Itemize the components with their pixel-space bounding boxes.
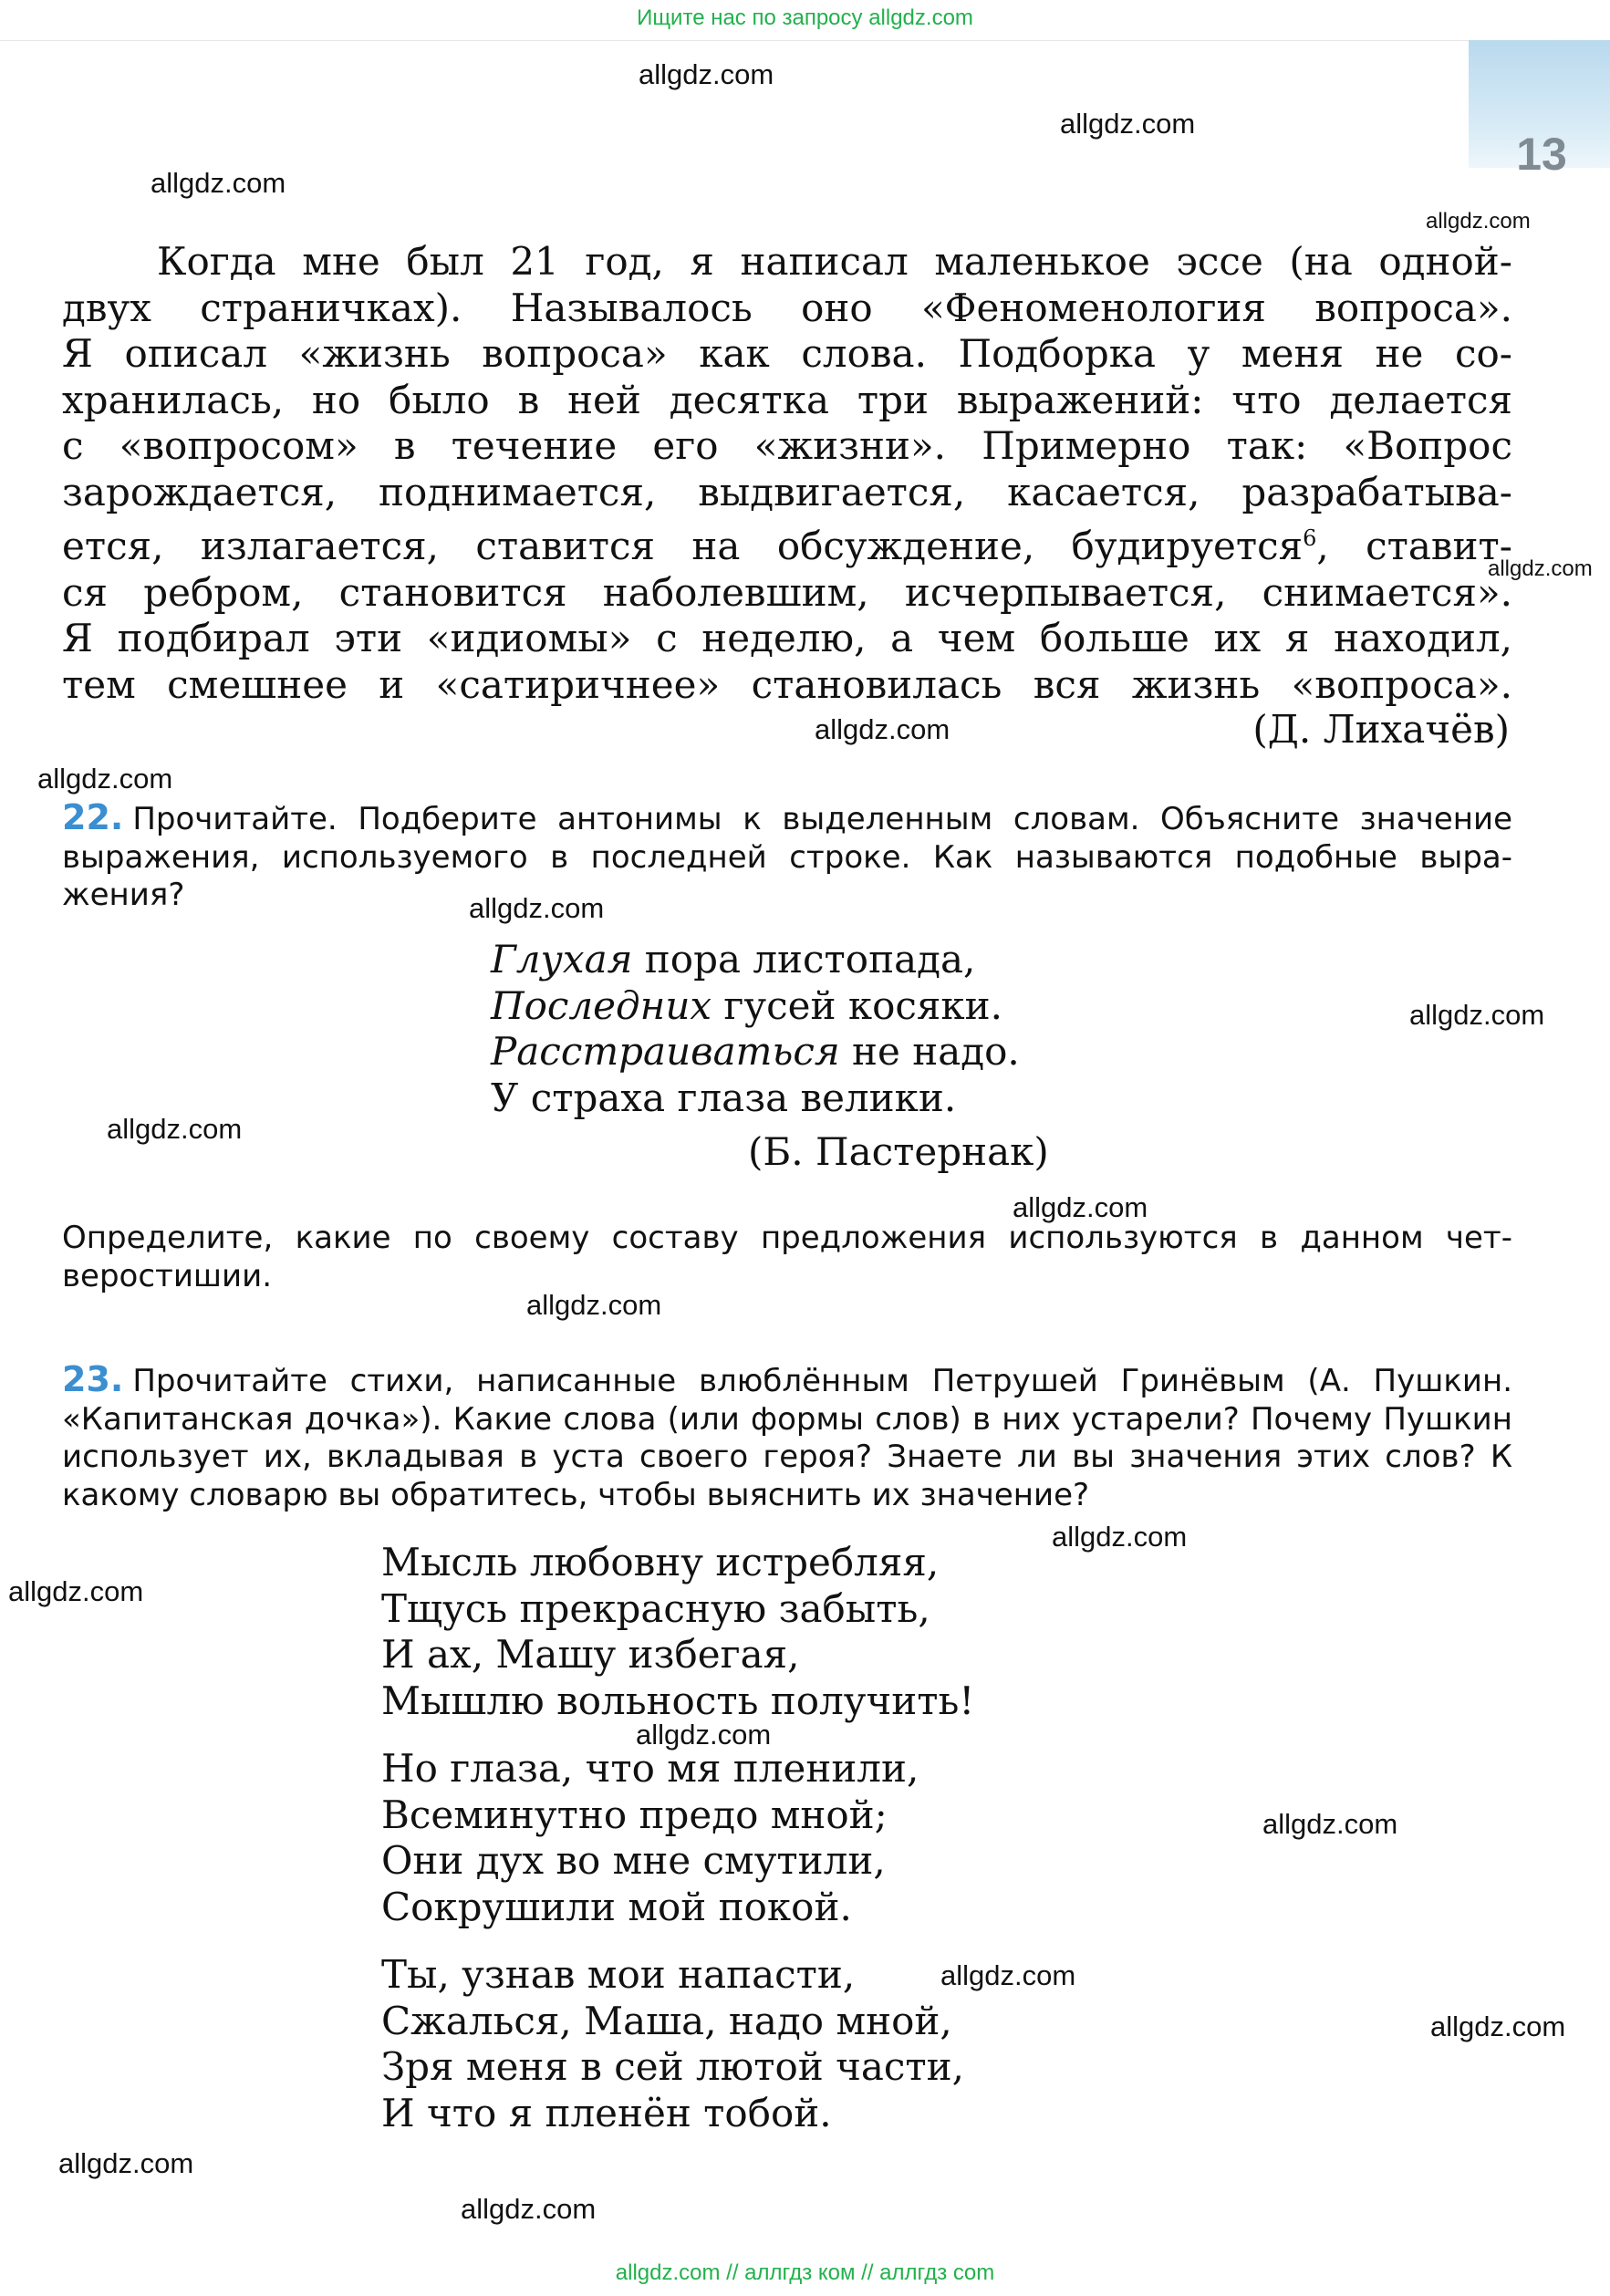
poem-line: И ах, Машу избегая, [381, 1632, 800, 1677]
prose-line-text: ется, излагается, ставится на обсуждение, будируется [62, 524, 1304, 568]
poem-line-text: не надо. [839, 1029, 1020, 1074]
poem-line: Сжалься, Маша, надо мной, [381, 1998, 952, 2043]
watermark[interactable]: allgdz.com [1488, 556, 1593, 581]
prose-author: (Д. Лихачёв) [1252, 707, 1510, 752]
prose-line: Когда мне был 21 год, я написал маленькое эссе (на одной- [157, 239, 1512, 284]
prose-line: с «вопросом» в течение его «жизни». Примерно так: «Вопрос [62, 423, 1512, 468]
emphasized-word: Последних [491, 982, 712, 1028]
watermark[interactable]: allgdz.com [1013, 1191, 1148, 1223]
task-number: 22. [62, 797, 124, 837]
task-text: Прочитайте. Подберите антонимы к выделенным словам. Объясните значение выражения, используемого в последней строке. Как называются подобные выра-жения? [62, 801, 1512, 913]
poem-line [491, 983, 1020, 1030]
poem-line: Мысль любовну истребляя, [381, 1540, 940, 1584]
poem-line: Сокрушили мой покой. [381, 1884, 852, 1929]
poem-author: (Б. Пастернак) [748, 1129, 1049, 1174]
prose-line: Я описал «жизнь вопроса» как слова. Подборка у меня не со- [62, 331, 1512, 376]
task-22-followup: Определите, какие по своему составу предложения используются в данном чет-веростишии. [62, 1220, 1512, 1294]
emphasized-word: Глухая [491, 937, 633, 982]
footnote-mark[interactable]: 6 [1303, 525, 1317, 551]
prose-line: ся ребром, становится наболевшим, исчерпывается, снимается». [62, 569, 1512, 615]
poem-line-text: пора листопада, [632, 937, 976, 982]
poem-line: Но глаза, что мя пленили, [381, 1746, 919, 1791]
poem-line-text: гусей косяки. [712, 982, 1002, 1028]
watermark[interactable]: allgdz.com [461, 2193, 597, 2225]
poem-line-text: У страха глаза велики. [491, 1075, 957, 1120]
prose-line-with-footnote [62, 515, 1512, 570]
watermark[interactable]: allgdz.com [37, 763, 173, 795]
top-divider [0, 40, 1469, 41]
prose-line: зарождается, поднимается, выдвигается, касается, разрабатыва- [62, 469, 1512, 514]
poem-pasternak [491, 937, 1020, 1121]
footer-links[interactable]: allgdz.com // аллгдз ком // аллгдз com [615, 2260, 995, 2285]
poem-line [491, 937, 1020, 983]
poem-line: Зря меня в сей лютой части, [381, 2044, 965, 2089]
watermark[interactable]: allgdz.com [8, 1575, 144, 1607]
task-number: 23. [62, 1359, 124, 1399]
watermark[interactable]: allgdz.com [1426, 209, 1531, 234]
prose-line: хранилась, но было в ней десятка три выражений: что делается [62, 377, 1512, 422]
watermark[interactable]: allgdz.com [1409, 999, 1545, 1031]
task-22 [62, 799, 1512, 915]
watermark[interactable]: allgdz.com [1052, 1521, 1188, 1553]
poem-line [491, 1075, 1020, 1122]
poem-line: Ты, узнав мои напасти, [381, 1952, 856, 1997]
watermark[interactable]: allgdz.com [1262, 1808, 1398, 1840]
watermark[interactable]: allgdz.com [1060, 108, 1196, 140]
prose-line-tail: , ставит- [1316, 524, 1512, 568]
watermark[interactable]: allgdz.com [526, 1289, 662, 1321]
task-23 [62, 1361, 1512, 1514]
watermark[interactable]: allgdz.com [1430, 2010, 1566, 2042]
poem-stanza-2 [381, 1746, 919, 1930]
emphasized-word: Расстраиваться [491, 1029, 840, 1074]
prose-paragraph [62, 239, 1512, 708]
poem-line: Мышлю вольность получить! [381, 1678, 975, 1723]
watermark[interactable]: allgdz.com [636, 1719, 772, 1751]
watermark[interactable]: allgdz.com [58, 2147, 194, 2179]
poem-line: Всеминутно предо мной; [381, 1792, 888, 1837]
prose-line: тем смешнее и «сатиричнее» становилась вся жизнь «вопроса». [62, 661, 1512, 707]
watermark[interactable]: allgdz.com [815, 713, 950, 745]
poem-stanza-1 [381, 1540, 974, 1724]
watermark[interactable]: allgdz.com [469, 892, 605, 924]
watermark[interactable]: allgdz.com [639, 58, 774, 90]
poem-line: Они дух во мне смутили, [381, 1838, 886, 1883]
watermark[interactable]: allgdz.com [107, 1113, 243, 1145]
watermark[interactable]: allgdz.com [151, 167, 286, 199]
watermark[interactable]: allgdz.com [940, 1959, 1076, 1991]
prose-line: Я подбирал эти «идиомы» с неделю, а чем больше их я находил, [62, 616, 1512, 660]
top-banner[interactable]: Ищите нас по запросу allgdz.com [637, 5, 973, 30]
page-number: 13 [1516, 129, 1567, 180]
poem-line [491, 1029, 1020, 1075]
poem-stanza-3 [381, 1952, 964, 2136]
poem-line: И что я пленён тобой. [381, 2090, 832, 2135]
poem-line: Тщусь прекрасную забыть, [381, 1585, 930, 1631]
prose-line: двух страничках). Называлось оно «Феноменология вопроса». [62, 285, 1512, 330]
task-text: Прочитайте стихи, написанные влюблённым Петрушей Гринёвым (А. Пушкин. «Капитанская дочка»). Какие слова (или формы слов) в них устарели? Почему Пушкин использует их, вкладывая в уста своего героя? Знаете ли вы значения этих слов? К какому словарю вы обратитесь, чтобы выяснить их значение? [62, 1363, 1512, 1513]
